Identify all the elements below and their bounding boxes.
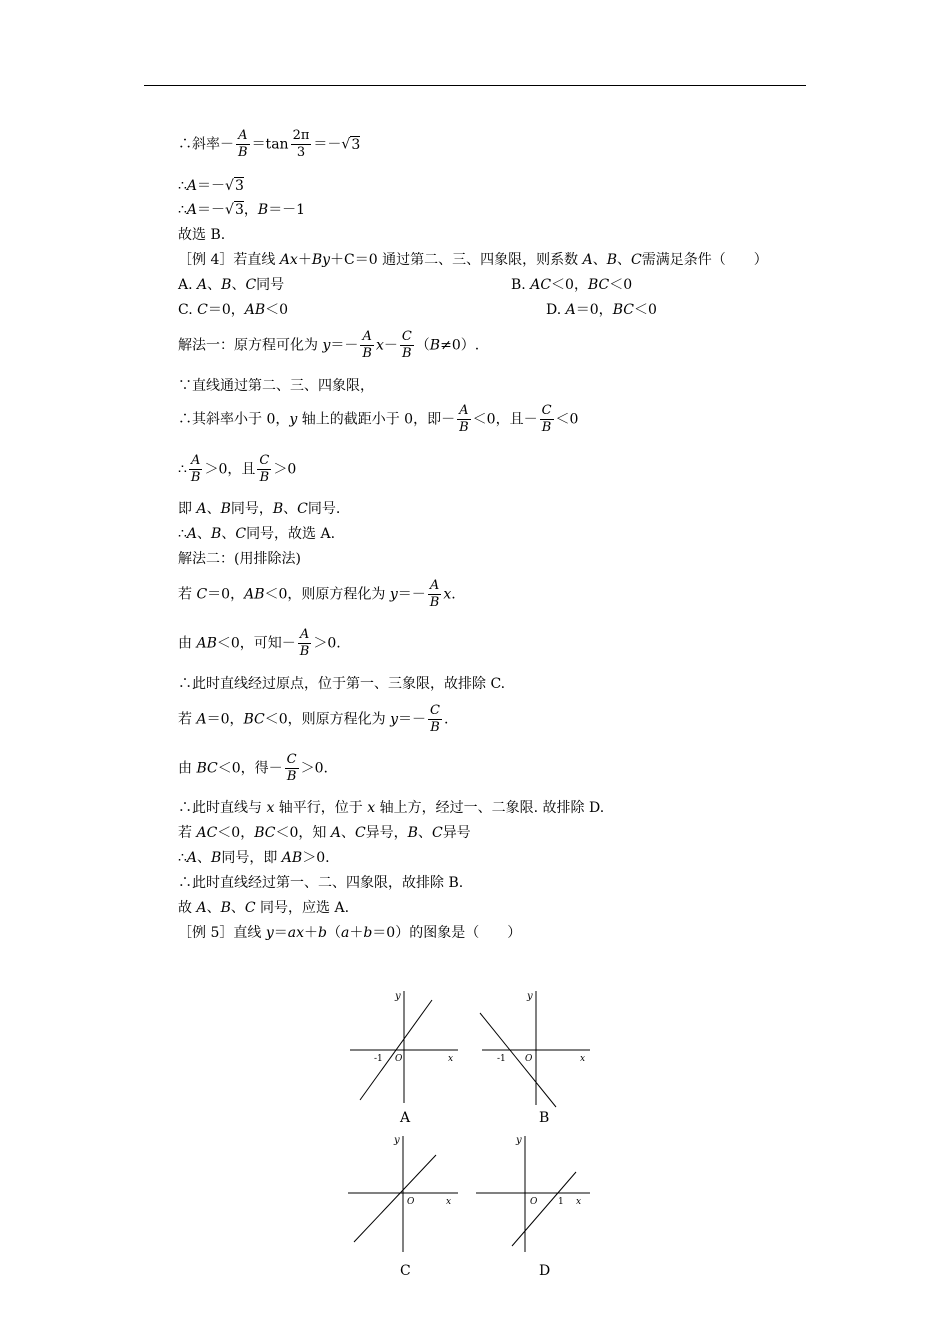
solution-2-line-10: 故 A、B、C 同号，应选 A.: [178, 900, 350, 916]
solution-2-line-7: 若 AC＜0，BC＜0，知 A、C异号，B、C异号: [178, 825, 471, 841]
y-label: y: [395, 991, 401, 1002]
graph-line: [512, 1172, 576, 1246]
tick-label: -1: [374, 1054, 383, 1064]
solution-1-line-3: ∴其斜率小于 0，y 轴上的截距小于 0，即－ $\frac{A}{B}$ ＜0，且－ $\frac{C}{B}$ ＜0: [178, 403, 579, 435]
solution-2-line-3: ∴此时直线经过原点，位于第一、三象限，故排除 C.: [178, 676, 506, 692]
fraction: $\frac{A}{B}$: [238, 128, 248, 160]
solution-1-line-1: 解法一：原方程可化为 y＝－ $\frac{A}{B}$ x－ $\frac{C}{B}$ （B≠0）.: [178, 329, 480, 361]
example-4-question: ［例 4］若直线 Ax＋By＋C＝0 通过第二、三、四象限，则系数 A、B、C需满足条件（ ）: [178, 252, 768, 268]
solution-1-line-5: 即 A、B同号，B、C同号.: [178, 501, 341, 517]
origin-label: O: [407, 1197, 415, 1207]
solution-2-title: 解法二：(用排除法): [178, 551, 301, 567]
solution-1-line-6: ∴A、B、C同号，故选 A.: [178, 526, 336, 542]
origin-label: O: [395, 1054, 403, 1064]
y-label: y: [516, 1135, 522, 1146]
x-label: x: [448, 1054, 454, 1064]
header-rule: [144, 85, 806, 86]
solution-2-line-8: ∴A、B同号，即 AB＞0.: [178, 850, 330, 866]
graph-b: [472, 985, 602, 1110]
option-c: C. C＝0，AB＜0: [178, 302, 289, 318]
solution-2-line-1: 若 C＝0，AB＜0，则原方程化为 y＝－ $\frac{A}{B}$ x.: [178, 578, 456, 610]
solution-2-line-4: 若 A＝0，BC＜0，则原方程化为 y＝－ $\frac{C}{B}$ .: [178, 703, 449, 735]
x-label: x: [576, 1197, 582, 1207]
line-slope: ∴斜率－ $\frac{A}{B}$ ＝tan $\frac{2\pi}{3}$ ＝－√3: [178, 128, 361, 160]
option-d: D. A＝0，BC＜0: [546, 302, 657, 318]
line-a-value: ∴A＝－√3: [178, 178, 244, 194]
solution-2-line-9: ∴此时直线经过第一、二、四象限，故排除 B.: [178, 875, 464, 891]
line-choose-b: 故选 B.: [178, 227, 226, 243]
graph-a-label: A: [400, 1110, 411, 1126]
origin-label: O: [530, 1197, 538, 1207]
tick-label: 1: [558, 1197, 564, 1207]
tick-label: -1: [497, 1054, 506, 1064]
graph-b-label: B: [539, 1110, 550, 1126]
solution-2-line-6: ∴此时直线与 x 轴平行，位于 x 轴上方，经过一、二象限. 故排除 D.: [178, 800, 605, 816]
graph-a: [340, 985, 470, 1105]
line-a-b-values: ∴A＝－√3，B＝－1: [178, 202, 306, 218]
x-label: x: [580, 1054, 586, 1064]
solution-2-line-2: 由 AB＜0，可知－ $\frac{A}{B}$ ＞0.: [178, 627, 341, 659]
graph-d-label: D: [539, 1263, 551, 1279]
graph-line: [480, 1013, 556, 1107]
graph-line: [354, 1155, 436, 1242]
fraction: $\frac{2\pi}{3}$: [292, 128, 310, 160]
y-label: y: [527, 991, 533, 1002]
graph-c-label: C: [400, 1263, 411, 1279]
solution-2-line-5: 由 BC＜0，得－ $\frac{C}{B}$ ＞0.: [178, 752, 328, 784]
graph-c: [340, 1130, 470, 1255]
example-5-question: ［例 5］直线 y＝ax＋b（a＋b＝0）的图象是（ ）: [178, 925, 522, 941]
option-b: B. AC＜0，BC＜0: [511, 277, 633, 293]
solution-1-line-4: ∴ $\frac{A}{B}$ ＞0，且 $\frac{C}{B}$ ＞0: [178, 453, 297, 485]
origin-label: O: [525, 1054, 533, 1064]
x-label: x: [446, 1197, 452, 1207]
graph-d: [472, 1130, 602, 1255]
solution-1-line-2: ∵直线通过第二、三、四象限，: [178, 378, 374, 394]
option-a: A. A、B、C同号: [178, 277, 285, 293]
y-label: y: [394, 1135, 400, 1146]
